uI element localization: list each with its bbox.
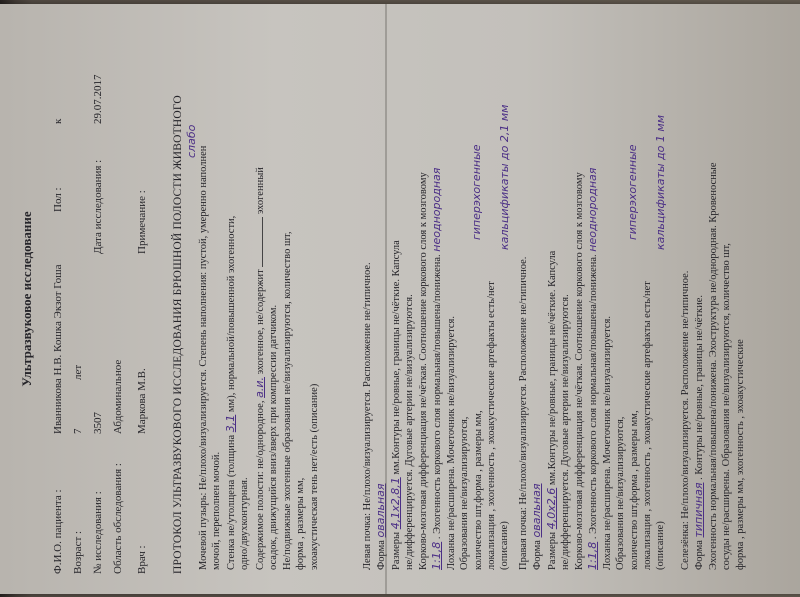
doctor-label: Врач : (136, 545, 148, 574)
right-kidney-line-11: (описание) (655, 521, 667, 570)
left-kidney-size-value: 4,1х2,8,1 (388, 477, 402, 530)
bladder-content-fill: а.и. (252, 377, 266, 398)
bladder-section (185, 30, 321, 570)
right-kidney-section (517, 30, 668, 570)
bladder-line-6: осадок, движущийся вниз/вверх при компрессии датчиком. (268, 304, 280, 570)
right-kidney-line-4: не/дифференцируется. Дуговые артерии не/визуализируются. (560, 294, 572, 570)
right-kidney-size-label: Размеры (546, 531, 558, 570)
note-label: Примечание : (136, 190, 148, 254)
left-kidney-section (361, 30, 512, 570)
report-title: Ультразвуковое исследование (19, 211, 34, 387)
spleen-line-4: сосуды не/расширены. Образования не/визуализируются, количество шт, (721, 243, 733, 570)
patient-name-label: Ф.И.О. пациента : (52, 489, 64, 574)
left-kidney-line-3b: мм.Контуры не/ровные, границы не/чёткие. Капсула (390, 240, 402, 475)
bladder-line-3b: мм), нормальной/повышенной эхогенности, (225, 215, 237, 413)
right-kidney-formation-fill: гиперэхогенные (625, 144, 639, 240)
right-kidney-line-6: . Эхогенность коркового слоя нормальная/повышена/понижена. (588, 254, 600, 540)
left-kidney-shape-value: овальная (374, 483, 388, 538)
right-kidney-echo-fill: неоднородная (586, 167, 600, 252)
bladder-line-8: форма , размеры мм, (295, 477, 307, 570)
left-kidney-echo-fill: неоднородная (430, 167, 444, 252)
right-kidney-ratio: 1:1,8 (586, 541, 600, 570)
bladder-line-3a: Стенка не/утолщена (толщина (225, 434, 237, 570)
right-kidney-line-10: локализация , эхогенность , эхоакустические артефакты есть/нет (641, 281, 653, 570)
bladder-handwritten-fill: слабо (185, 124, 198, 158)
protocol-title: ПРОТОКОЛ УЛЬТРАЗВУКОВОГО ИССЛЕДОВАНИЯ БРЮШНОЙ ПОЛОСТИ ЖИВОТНОГО (172, 95, 184, 574)
bladder-wall-thickness: 3,1 (223, 414, 237, 433)
left-kidney-ratio: 1:1,8 (430, 541, 444, 570)
spleen-line-5: форма , размеры мм, эхогенность , эхоакустические (734, 339, 746, 570)
bladder-line-5c: эхогенный (254, 167, 266, 215)
exam-date-value: 29.07.2017 (92, 74, 104, 124)
doctor-value: Маркова М.В. (136, 368, 148, 434)
age-unit: лет (72, 364, 84, 380)
age-value: 7 (72, 428, 84, 434)
left-kidney-line-11: (описание) (499, 521, 511, 570)
left-kidney-size-label: Размеры (390, 531, 402, 570)
spleen-line-3: Эхогенность нормальная/повышена/понижена. Эхоструктура не/однородная. Кровеносные (707, 162, 719, 570)
right-kidney-line-7: Лоханка не/расширена. Мочеточник не/визуализируется. (601, 316, 613, 570)
exam-number-value: 3507 (92, 412, 104, 434)
patient-name-value: Иванникова Н.В. Кошка Экзот Гоша (52, 264, 64, 434)
bladder-line-1: Мочевой пузырь: Не/плохо/визуализируется. Степень наполнения: пустой, умеренно наполнен (198, 145, 209, 570)
right-kidney-calc-fill: кальцификаты до 1 мм (654, 115, 668, 250)
right-kidney-line-9: количество шт,форма , размеры мм, (628, 410, 640, 570)
exam-date-label: Дата исследования : (92, 159, 104, 254)
right-kidney-line-3b: мм.Контуры не/ровные, границы не/чёткие. Капсула (546, 250, 558, 486)
right-kidney-shape-label: Форма (532, 540, 544, 570)
exam-area-label: Область обследования : (112, 463, 124, 574)
spleen-section (679, 30, 747, 570)
exam-area-value: Абдоминальное (112, 359, 124, 434)
left-kidney-line-10: локализация , эхогенность , эхоакустические артефакты есть/нет (485, 281, 497, 570)
left-kidney-line-1: Левая почка: Не/плохо/визуализируется. Расположение не/типичное. (362, 262, 373, 570)
bladder-line-5b: эхогенное, не/содержит (254, 269, 266, 375)
right-kidney-line-5: Корково-мозговая дифференциация не/чёткая. Соотношение коркового слоя к мозговому (573, 172, 585, 570)
spleen-shape-value: типичная (692, 482, 706, 538)
bladder-line-2: мочой, переполнен мочой. (211, 451, 223, 570)
right-kidney-shape-value: овальная (530, 483, 544, 538)
left-kidney-line-8: Образования не/визуализируются, (459, 416, 471, 570)
spleen-shape-label: Форма (694, 540, 706, 570)
bladder-line-4: одно/двухконтурная. (239, 477, 251, 570)
bladder-line-9: эхоакустическая тень нет/есть (описание) (308, 383, 320, 570)
exam-number-label: № исследования : (92, 491, 104, 574)
left-kidney-line-4: не/дифференцируется. Дуговые артерии не/визуализируются. (404, 294, 416, 570)
right-kidney-size-value: 4,0х2,6 (544, 487, 558, 530)
right-kidney-line-1: Правая почка: Не/плохо/визуализируется. Расположение не/типичное. (518, 256, 529, 570)
left-kidney-formation-fill: гиперэхогенные (469, 144, 483, 240)
bladder-line-5a: Содержимое полости: не/однородное, (254, 400, 266, 570)
left-kidney-line-5: Корково-мозговая дифференциация не/чёткая. Соотношение коркового слоя к мозговому (417, 172, 429, 570)
left-kidney-line-7: Лоханка не/расширена. Мочеточник не/визуализируется. (445, 316, 457, 570)
sex-value: к (52, 118, 64, 124)
left-kidney-line-9: количество шт,форма , размеры мм, (472, 410, 484, 570)
ultrasound-report-sheet (0, 4, 800, 594)
bladder-line-7: Не/подвижные эхогенные образования не/визуализируются, количество шт, (281, 231, 293, 570)
age-label: Возраст : (72, 530, 84, 574)
left-kidney-line-6: . Эхогенность коркового слоя нормальная/повышена/понижена. (432, 254, 444, 540)
left-kidney-shape-label: Форма (376, 540, 388, 570)
spleen-line-1: Селезёнка: Не/плохо/визуализируется. Расположение не/типичное. (680, 270, 691, 570)
right-kidney-line-8: Образования не/визуализируются, (615, 416, 627, 570)
sex-label: Пол : (52, 187, 64, 212)
spleen-line-2b: . Контуры не/ровные, границы не/чёткие. (694, 294, 706, 480)
left-kidney-calc-fill: кальцификаты до 2,1 мм (498, 104, 512, 250)
